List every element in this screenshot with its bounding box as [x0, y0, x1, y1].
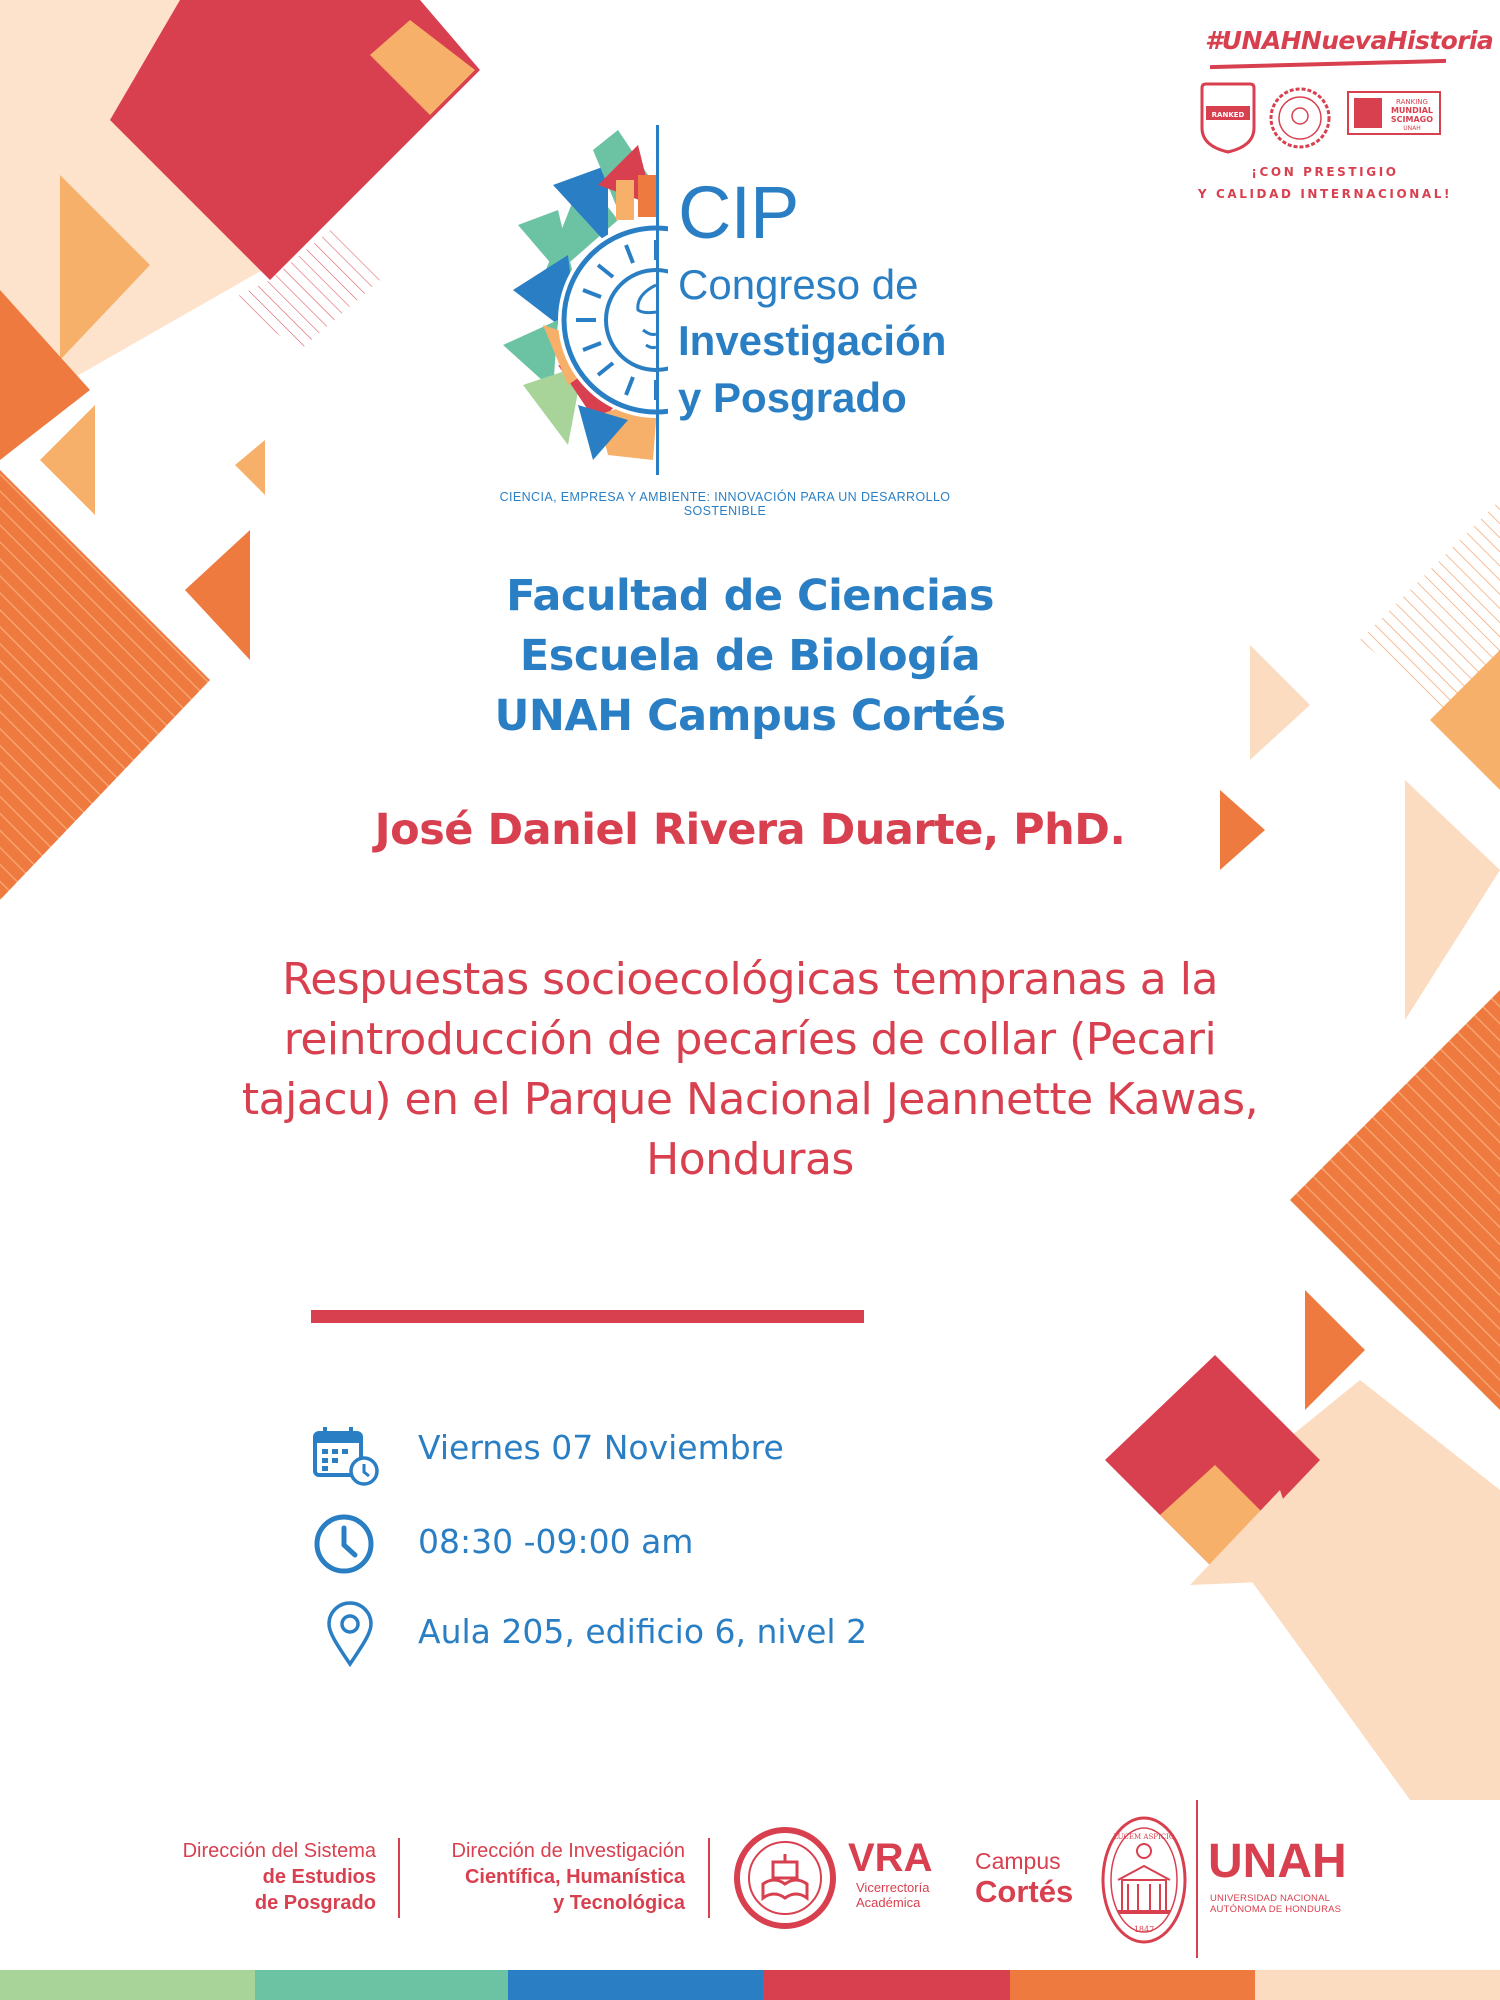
- talk-title: [120, 950, 1380, 1190]
- vra-label: VRA: [848, 1836, 933, 1880]
- dsep-line2: de Estudios: [262, 1866, 376, 1888]
- speaker-name: José Daniel Rivera Duarte, PhD.: [374, 805, 1126, 855]
- cip-sun-logo: [498, 125, 668, 475]
- talk-title-line3: tajacu) en el Parque Nacional Jeannette Kawas,: [241, 1074, 1259, 1125]
- stripe-teal: [255, 1970, 508, 2000]
- cip-line3: y Posgrado: [678, 374, 907, 421]
- di-line3: y Tecnológica: [553, 1892, 685, 1914]
- calendar-icon: [312, 1425, 384, 1487]
- stripe-peach: [1255, 1970, 1500, 2000]
- di-line1: Dirección de Investigación: [451, 1840, 685, 1862]
- footer-di: [405, 1838, 685, 1916]
- badge3-line1: RANKING: [1396, 98, 1428, 106]
- prestige-line1: ¡CON PRESTIGIO: [1251, 165, 1399, 179]
- badge3-line2: MUNDIAL: [1390, 106, 1434, 115]
- vra-sub2: Académica: [856, 1895, 921, 1910]
- badge3-line3: SCIMAGO: [1390, 115, 1434, 124]
- stripe-red: [763, 1970, 1010, 2000]
- footer-separator-2: [708, 1838, 710, 1918]
- seal-motto: LUCEM ASPICIO: [1113, 1833, 1175, 1841]
- unah-subtitle: [1210, 1893, 1341, 1915]
- seal-year: 1847: [1133, 1925, 1155, 1934]
- campus-label: Campus: [975, 1848, 1061, 1874]
- footer-dsep: [120, 1838, 376, 1916]
- campus-cortes-label: Cortés: [975, 1874, 1074, 1909]
- stripe-orange: [1010, 1970, 1255, 2000]
- faculty-name: Facultad de Ciencias: [506, 571, 994, 621]
- stripe-blue: [508, 1970, 763, 2000]
- footer-separator-1: [398, 1838, 400, 1918]
- rosette-badge-icon: [1271, 89, 1329, 147]
- prestige-tagline: [1180, 161, 1470, 205]
- deco-hatched-orange: [0, 470, 210, 900]
- school-name: Escuela de Biología: [519, 631, 981, 681]
- event-date: Viernes 07 Noviembre: [418, 1428, 784, 1467]
- unah-sub1: UNIVERSIDAD NACIONAL: [1210, 1893, 1331, 1904]
- location-pin-icon: [325, 1600, 375, 1668]
- vra-sub1: Vicerrectoría: [856, 1880, 930, 1895]
- di-line2: Científica, Humanística: [464, 1866, 685, 1888]
- deco-peach-tri-right: [1250, 645, 1310, 760]
- clock-icon: [312, 1512, 376, 1576]
- unah-logo-text: UNAH: [1208, 1835, 1347, 1888]
- event-location: Aula 205, edificio 6, nivel 2: [418, 1612, 868, 1651]
- unah-seal-icon: [1100, 1815, 1188, 1945]
- cip-line2: Investigación: [678, 317, 947, 364]
- institution-block: [350, 566, 1150, 746]
- deco-lightorange-tri: [235, 440, 265, 495]
- hashtag: #UNAHNuevaHistoria: [1205, 26, 1494, 55]
- vra-subtitle: [856, 1880, 929, 1910]
- vra-seal-icon: [733, 1826, 837, 1930]
- talk-title-line2: reintroducción de pecaríes de collar (Pecari: [283, 1014, 1217, 1065]
- ranking-badges: [1198, 82, 1448, 154]
- talk-title-line1: Respuestas socioecológicas tempranas a la: [282, 954, 1218, 1005]
- footer-separator-3: [1196, 1800, 1198, 1958]
- badge3-line4: UNAH: [1403, 125, 1421, 132]
- badge1-text: RANKED: [1211, 111, 1245, 119]
- unah-sub2: AUTÓNOMA DE HONDURAS: [1210, 1904, 1342, 1915]
- deco-orange-tri-mid: [185, 530, 250, 660]
- dsep-line1: Dirección del Sistema: [182, 1840, 376, 1862]
- ranked-badge-icon: [1202, 84, 1254, 152]
- event-time: 08:30 -09:00 am: [418, 1522, 694, 1561]
- campus-name: UNAH Campus Cortés: [494, 691, 1006, 741]
- cip-line1: Congreso de: [678, 261, 919, 308]
- cip-acronym: CIP: [678, 171, 799, 254]
- talk-title-line4: Honduras: [646, 1134, 854, 1185]
- dsep-line3: de Posgrado: [254, 1892, 376, 1914]
- cip-tagline: CIENCIA, EMPRESA Y AMBIENTE: INNOVACIÓN PARA UN DESARROLLO SOSTENIBLE: [499, 490, 951, 518]
- prestige-line2: Y CALIDAD INTERNACIONAL!: [1197, 187, 1453, 201]
- deco-peach-triangle-right: [1405, 780, 1500, 1020]
- divider-bar: [311, 1310, 864, 1323]
- stripe-green-light: [0, 1970, 255, 2000]
- scimago-badge-icon: [1348, 92, 1440, 134]
